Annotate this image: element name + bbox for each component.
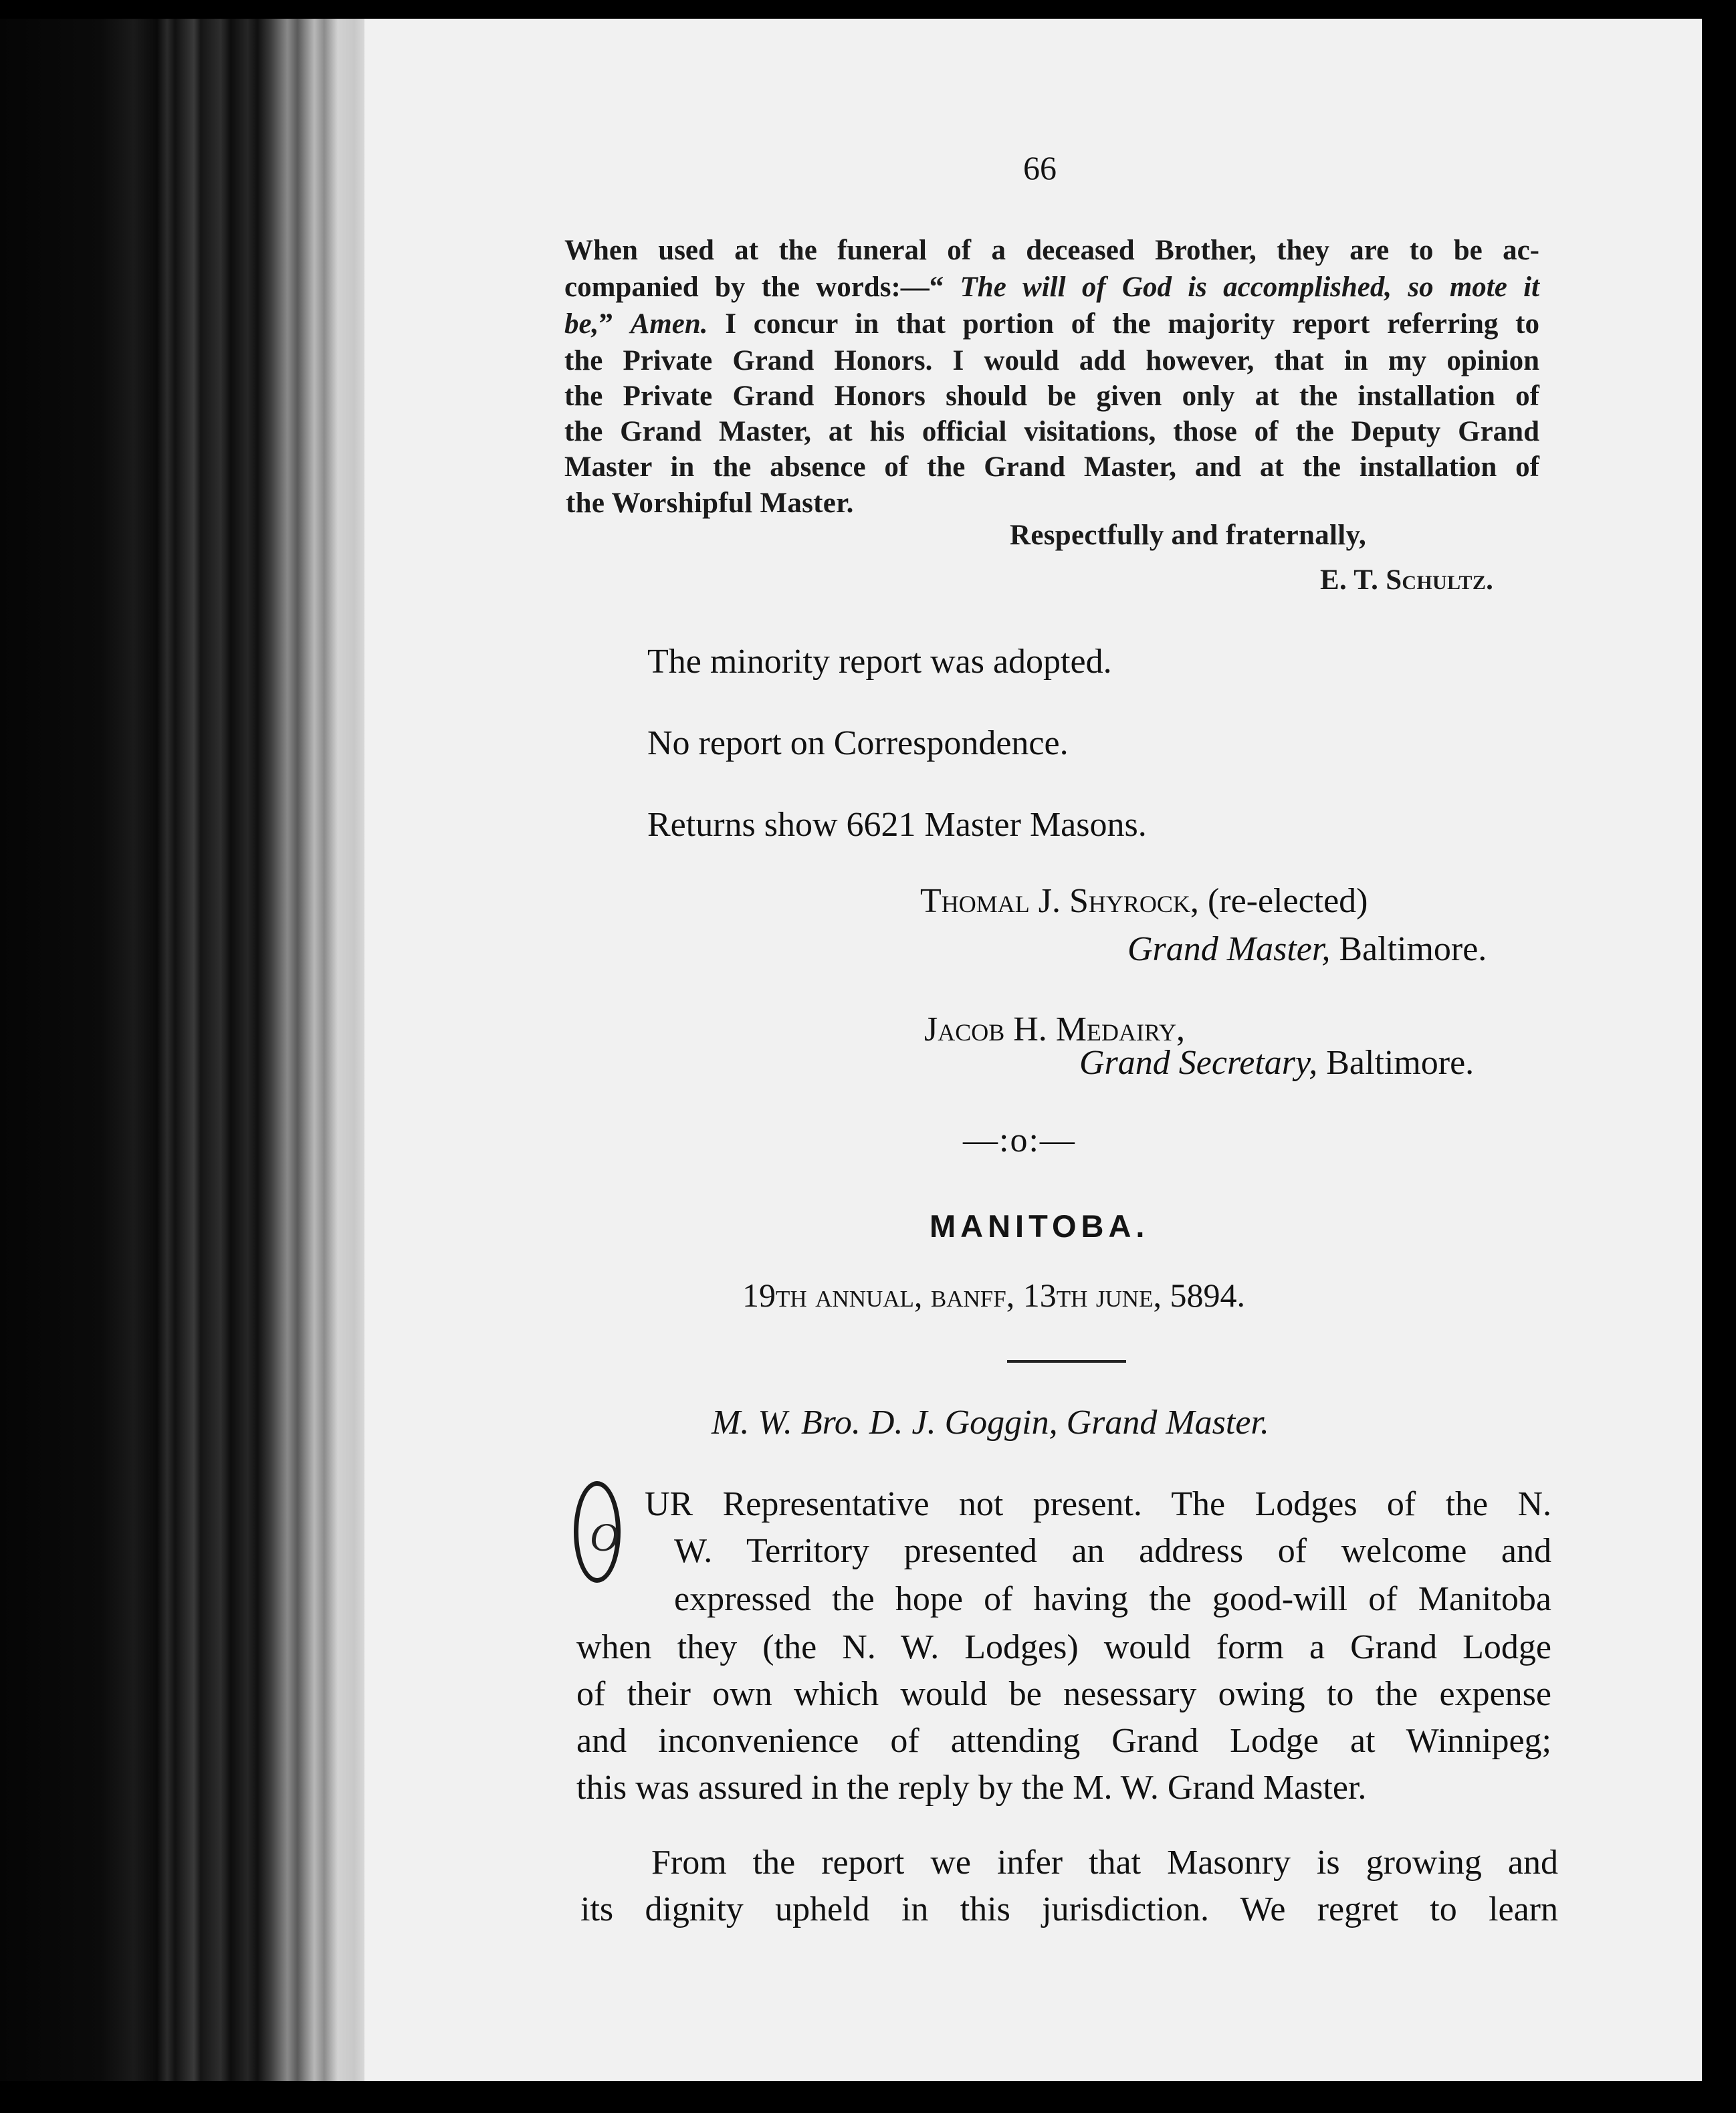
letter-signature: E. T. Schultz. — [1320, 564, 1494, 596]
officer-title-text: Grand Master, — [1127, 930, 1331, 968]
scan-border-top — [0, 0, 1736, 19]
section-heading: MANITOBA. — [930, 1208, 1150, 1244]
body-line: this was assured in the reply by the M. W. Grand Master. — [576, 1769, 1367, 1807]
body-line: when they (the N. W. Lodges) would form a Grand Lodge — [576, 1628, 1551, 1666]
body-line: its dignity upheld in this jurisdiction. We regret to learn — [580, 1890, 1558, 1928]
letter-closing: Respectfully and fraternally, — [1010, 520, 1367, 551]
letter-line: the Private Grand Honors should be given only at the installation of — [564, 380, 1539, 412]
statement: Returns show 6621 Master Masons. — [647, 806, 1147, 844]
letter-line: When used at the funeral of a deceased Brother, they are to be ac- — [564, 235, 1539, 266]
officer-note: (re-elected) — [1198, 882, 1368, 920]
officer-name: Jacob H. Medairy, — [924, 1010, 1186, 1048]
body-line: and inconvenience of attending Grand Lodge at Winnipeg; — [576, 1722, 1551, 1760]
session-info: 19th annual, banff, 13th june, 5894. — [742, 1276, 1245, 1314]
officer-name — [920, 881, 1368, 921]
officer-place: Baltimore. — [1317, 1044, 1475, 1082]
letter-line: the Grand Master, at his official visitations, those of the Deputy Grand — [564, 416, 1539, 447]
body-line: expressed the hope of having the good-will of Manitoba — [674, 1580, 1551, 1618]
grand-master-line: M. W. Bro. D. J. Goggin, Grand Master. — [712, 1404, 1269, 1442]
body-line: W. Territory presented an address of welcome and — [674, 1532, 1551, 1570]
body-line: of their own which would be nesessary owing to the expense — [576, 1675, 1551, 1713]
body-line: From the report we infer that Masonry is growing and — [651, 1844, 1558, 1882]
officer-title — [1079, 1043, 1474, 1083]
body-line: UR Representative not present. The Lodges of the N. — [645, 1485, 1551, 1523]
statement: The minority report was adopted. — [647, 643, 1112, 681]
letter-line: companied by the words:—“ The will of God is accomplished, so mote it — [564, 271, 1539, 303]
letter-line: be,” Amen. I concur in that portion of the majority report referring to — [564, 308, 1539, 340]
letter-line: the Worshipful Master. — [566, 487, 854, 519]
officer-name-text: Thomal J. Shyrock, — [920, 882, 1199, 920]
separator: —:o:— — [963, 1121, 1076, 1159]
scan-border-right — [1702, 0, 1736, 2113]
dropcap-letter: O — [590, 1515, 619, 1559]
scan-border-bottom — [0, 2081, 1736, 2113]
letter-line: Master in the absence of the Grand Master, and at the installation of — [564, 451, 1539, 483]
letter-line: the Private Grand Honors. I would add however, that in my opinion — [564, 345, 1539, 376]
statement: No report on Correspondence. — [647, 724, 1069, 762]
officer-place: Baltimore. — [1330, 930, 1487, 968]
officer-title-text: Grand Secretary, — [1079, 1044, 1318, 1082]
book-spine-edge — [0, 0, 374, 2113]
short-rule — [1007, 1360, 1126, 1363]
page-number: 66 — [1023, 149, 1057, 187]
officer-title — [1127, 929, 1487, 969]
